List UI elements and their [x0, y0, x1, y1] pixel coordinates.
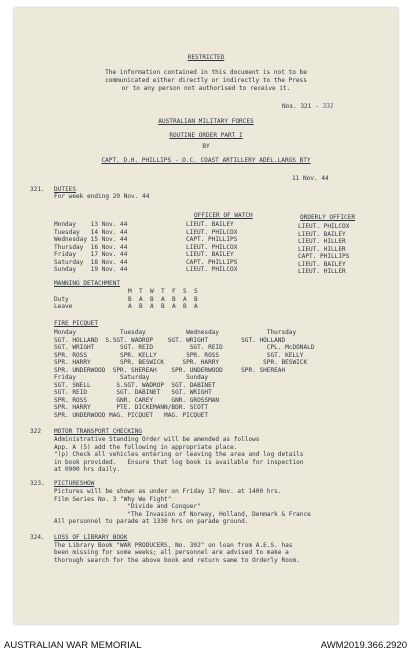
manning-duty-label: Duty	[54, 295, 69, 303]
manning-duty-row: B A B A B A B	[128, 295, 198, 303]
section-324-title: LOSS OF LIBRARY BOOK	[54, 534, 128, 541]
section-324-number: 324.	[30, 534, 45, 541]
fire-picquet-line: SPR. HARRY PTE. DICKEMANN/BDR. SCOTT	[54, 404, 209, 411]
commander-line: CAPT. D.H. PHILLIPS - O.C. COAST ARTILLERY ADEL.LARGS BTY	[101, 157, 311, 164]
document-page	[14, 8, 398, 624]
fire-picquet-line: Monday Tuesday Wednesday Thursday	[54, 329, 297, 336]
order-numbers-handwritten: 331	[322, 103, 334, 110]
manning-leave-label: Leave	[54, 303, 73, 310]
duty-day: Friday 17 Nov. 44	[54, 251, 128, 258]
officer-of-watch-name: CAPT. PHILLIPS	[186, 258, 238, 266]
manning-detachment-heading: MANNING DETACHMENT	[54, 280, 121, 287]
fire-picquet-line: SGT. WRIGHT SGT. REID SGT. REID CPL. McDONALD	[54, 344, 315, 351]
fire-picquet-line: SGT. HOLLAND S.SGT. WADROP SGT. WRIGHT SGT. HOLLAND	[54, 336, 286, 344]
fire-picquet-heading: FIRE PICQUET	[54, 320, 99, 327]
officer-of-watch-name: LIEUT. PHILCOX	[186, 243, 238, 251]
duty-day: Saturday 18 Nov. 44	[54, 258, 128, 266]
restricted-heading: RESTRICTED	[187, 54, 225, 61]
routine-order-heading: ROUTINE ORDER PART I	[169, 132, 243, 139]
section-322-number: 322	[30, 428, 42, 435]
section-321-title: DUTIES	[54, 186, 77, 193]
manning-leave-row: A B A B A B A	[128, 303, 198, 310]
orderly-officer-name: LIEUT. BAILEY	[298, 230, 346, 238]
fire-picquet-line: SGT. REID SGT. DABINET SGT. WRIGHT	[54, 389, 212, 396]
duty-day: Monday 13 Nov. 44	[54, 221, 128, 228]
section-322-line: App. A (5) add the following in appropriate place.	[54, 443, 238, 451]
order-date: 11 Nov. 44	[292, 175, 329, 182]
orderly-officer-name: LIEUT. HILLER	[298, 245, 346, 253]
order-numbers-label: Nos. 321 -	[282, 103, 319, 110]
orderly-officer-heading: ORDERLY OFFICER	[300, 214, 356, 221]
fire-picquet-line: Friday Saturday Sunday	[54, 374, 209, 381]
section-323-line: All personnel to parade at 1330 hrs on parade ground.	[54, 518, 249, 525]
section-322-line: in book provided. Ensure that log book is available for inspection	[54, 458, 304, 466]
footer-accession-number: AWM2019.366.2920	[320, 640, 407, 651]
fire-picquet-line: SGT. SNELL S.SGT. WADROP SGT. DABINET	[54, 381, 216, 389]
section-323-line: "Divide and Conquer"	[54, 503, 201, 510]
section-324-line: thorough search for the above book and return same to Orderly Room.	[54, 556, 300, 564]
section-323-line: Pictures will be shown as under on Friday 17 Nov. at 1400 hrs.	[54, 488, 282, 495]
duty-day: Tuesday 14 Nov. 44	[54, 228, 128, 236]
week-ending-line: For week ending 20 Nov. 44	[54, 193, 150, 200]
notice-line-1: The information contained in this document is not to be	[105, 69, 307, 76]
section-322-line: at 0900 hrs daily.	[54, 466, 121, 473]
officer-of-watch-name: LIEUT. PHILCOX	[186, 228, 238, 236]
officer-of-watch-name: LIEUT. BAILEY	[186, 251, 234, 258]
fire-picquet-line: SPR. HARRY SPR. BESWICK SPR. HARRY SPR. BESWICK	[54, 359, 308, 366]
section-322-title: MOTOR TRANSPORT CHECKING	[54, 428, 143, 435]
fire-picquet-line: SPR. ROSS SPR. KELLY SPR. ROSS SGT. KELLY	[54, 351, 304, 359]
fire-picquet-line: SPR. UNDERWOOD MAG. PICQUET MAG. PICQUET	[54, 411, 209, 419]
section-323-title: PICTURESHOW	[54, 480, 95, 487]
section-323-line: Film Series No. 3 "Why We Fight"	[54, 495, 172, 503]
section-324-line: The Library Book "WAR PRODUCERS, No. 302" on loan from A.E.S. has	[54, 541, 293, 549]
orderly-officer-name: CAPT. PHILLIPS	[298, 253, 350, 260]
section-322-line: "(p) Check all vehicles entering or leaving the area and log details	[54, 451, 304, 458]
orderly-officer-name: LIEUT. HILLER	[298, 238, 346, 245]
duty-day: Thursday 16 Nov. 44	[54, 243, 128, 251]
orderly-officer-name: LIEUT. HILLER	[298, 268, 346, 275]
duty-day: Wednesday 15 Nov. 44	[54, 236, 128, 243]
section-324-line: been missing for some weeks; all personnel are advised to make a	[54, 549, 289, 556]
forces-heading: AUSTRALIAN MILITARY FORCES	[158, 118, 254, 125]
officer-of-watch-heading: OFFICER OF WATCH	[194, 212, 253, 219]
notice-line-3: or to any person not authorised to receive it.	[121, 85, 291, 92]
officer-of-watch-name: LIEUT. BAILEY	[186, 221, 234, 228]
manning-days-row: M T W T F S S	[128, 288, 198, 295]
footer-institution: AUSTRALIAN WAR MEMORIAL	[4, 640, 142, 651]
section-322-line: Administrative Standing Order will be amended as follows	[54, 436, 260, 443]
section-323-line: "The Invasion of Norway, Holland, Denmark & France	[54, 510, 311, 518]
section-323-number: 323.	[30, 480, 45, 487]
fire-picquet-line: SPR. ROSS GNR. CAREY GNR. GROSSMAN	[54, 396, 220, 404]
notice-line-2: communicated either directly or indirectly to the Press	[105, 77, 307, 84]
officer-of-watch-name: LIEUT. PHILCOX	[186, 266, 238, 273]
orderly-officer-name: LIEUT. PHILCOX	[298, 223, 350, 230]
order-numbers	[282, 103, 334, 111]
by-line: BY	[202, 143, 210, 150]
duty-day: Sunday 19 Nov. 44	[54, 266, 128, 273]
fire-picquet-line: SPR. UNDERWOOD SPR. SHEREAH SPR. UNDERWOOD SPR. SHEREAH	[54, 366, 286, 374]
orderly-officer-name: LIEUT. BAILEY	[298, 260, 346, 268]
section-321-number: 321.	[30, 186, 45, 193]
officer-of-watch-name: CAPT. PHILLIPS	[186, 236, 238, 243]
